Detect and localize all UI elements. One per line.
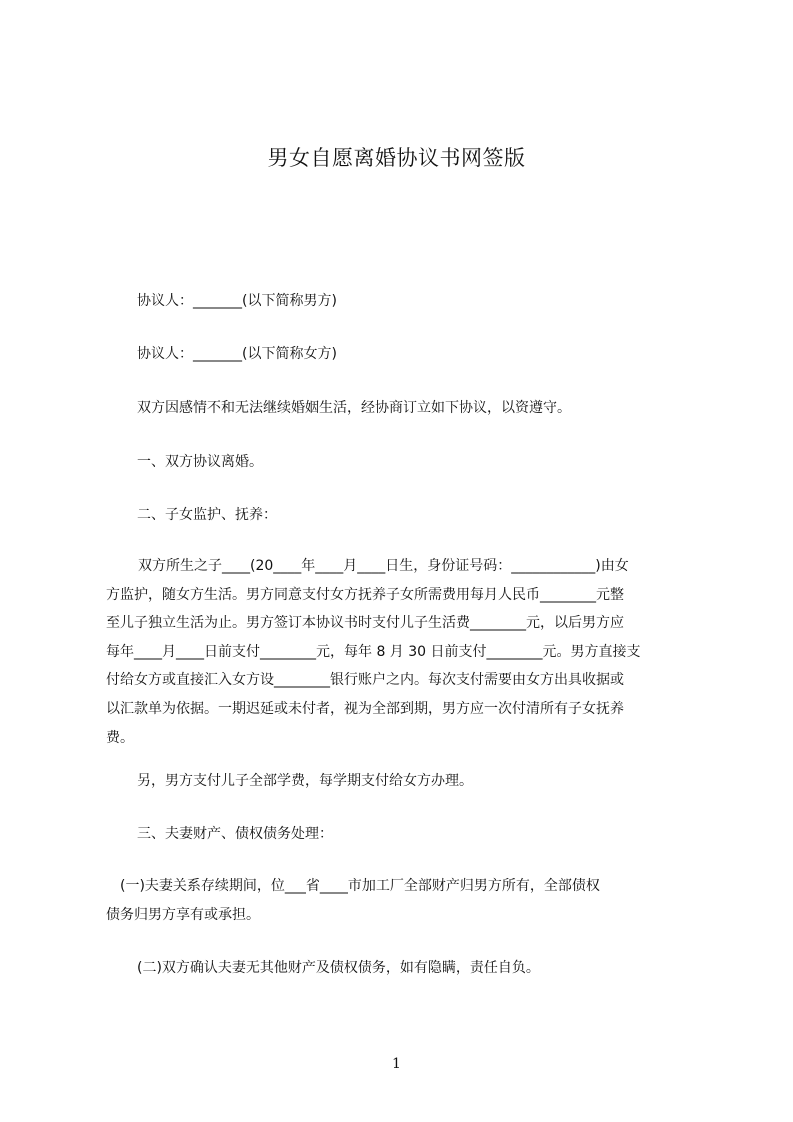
section-3-heading: 三、夫妻财产、债权债务处理： bbox=[137, 826, 333, 842]
section-2-body-line: 费。 bbox=[106, 729, 134, 746]
section-2-body-line: 至儿子独立生活为止。男方签订本协议书时支付儿子生活费________元，以后男方应 bbox=[106, 615, 624, 632]
intro-paragraph: 双方因感情不和无法继续婚姻生活，经协商订立如下协议，以资遵守。 bbox=[137, 400, 571, 416]
party-female-line: 协议人：_______(以下简称女方) bbox=[137, 346, 337, 362]
section-2-body-line: 以汇款单为依据。一期迟延或未付者，视为全部到期，男方应一次付清所有子女抚养 bbox=[106, 700, 624, 717]
section-3-item-1-line: 债务归男方享有或承担。 bbox=[106, 906, 260, 923]
section-1-heading: 一、双方协议离婚。 bbox=[137, 454, 263, 470]
section-2-note: 另，男方支付儿子全部学费，每学期支付给女方办理。 bbox=[137, 773, 473, 789]
document-title: 男女自愿离婚协议书网签版 bbox=[267, 146, 526, 170]
section-3-item-2: (二)双方确认夫妻无其他财产及债权债务，如有隐瞒，责任自负。 bbox=[137, 960, 540, 976]
section-2-body bbox=[106, 552, 701, 752]
section-3-item-1-line: (一)夫妻关系存续期间，位___省____市加工厂全部财产归男方所有，全部债权 bbox=[120, 878, 600, 894]
section-2-body-line: 付给女方或直接汇入女方设________银行账户之内。每次支付需要由女方出具收据或 bbox=[106, 672, 624, 689]
section-2-body-line: 每年____月____日前支付________元，每年 8 月 30 日前支付________元。男方直接支 bbox=[106, 643, 641, 660]
section-3-item-1 bbox=[106, 872, 701, 929]
section-2-body-line: 双方所生之子____(20____年____月____日生，身份证号码：____________)由女 bbox=[138, 558, 629, 574]
page-number: 1 bbox=[392, 1056, 401, 1072]
section-2-body-line: 方监护，随女方生活。男方同意支付女方抚养子女所需费用每月人民币________元整 bbox=[106, 586, 624, 603]
section-2-heading: 二、子女监护、抚养： bbox=[137, 507, 277, 523]
party-male-line: 协议人：_______(以下简称男方) bbox=[137, 293, 337, 309]
